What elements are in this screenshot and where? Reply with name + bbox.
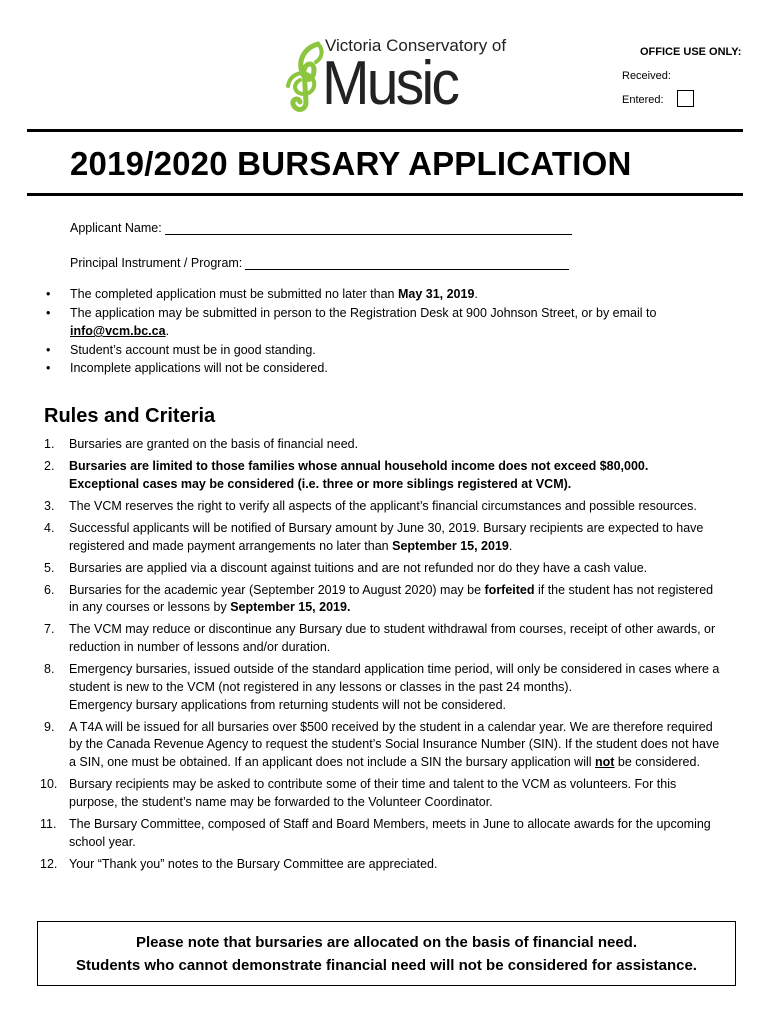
list-item: • Student’s account must be in good standing. [46,342,316,357]
rule-item: 2. Bursaries are limited to those families whose annual household income does not exceed $80,000. Exceptional cases may be considered (i.e. three or more siblings registered at VCM). [44,458,649,491]
instrument-line[interactable] [245,257,569,270]
office-use-title: OFFICE USE ONLY: [640,46,742,58]
list-item: • The application may be submitted in person to the Registration Desk at 900 Johnson Street, or by email to info@vcm.bc.ca. [46,305,657,338]
applicant-name-field [70,221,572,235]
rule-item: 6. Bursaries for the academic year (September 2019 to August 2020) may be forfeited if the student has not registered in any courses or lessons by September 15, 2019. [44,582,714,615]
rule-item: 12. Your “Thank you” notes to the Bursary Committee are appreciated. [40,856,438,871]
entered-checkbox[interactable] [677,90,694,107]
financial-need-note [37,921,736,986]
instrument-field [70,256,569,270]
rule-item: 7. The VCM may reduce or discontinue any Bursary due to student withdrawal from courses, receipt of other awards, or reduction in number of lessons and/or duration. [44,622,716,655]
rule-item: 9. A T4A will be issued for all bursaries over $500 received by the student in a calendar year. We are therefore required by the Canada Revenue Agency to request the student’s Social Insurance Number (SIN). If the student does not have a SIN, one must be obtained. If an applicant does not include a SIN the bursary application will not be considered. [44,719,720,770]
entered-label: Entered: [622,94,664,106]
note-line1: Please note that bursaries are allocated on the basis of financial need. [136,934,637,951]
rule-item: 3. The VCM reserves the right to verify all aspects of the applicant’s financial circumstances and possible resources. [44,498,697,513]
rule-item: 1. Bursaries are granted on the basis of financial need. [44,437,359,451]
title-rule-top [27,129,743,132]
logo-line1: Victoria Conservatory of [325,36,507,55]
list-item: • The completed application must be submitted no later than May 31, 2019. [46,287,478,301]
logo-line2: Music [322,49,458,118]
instrument-label: Principal Instrument / Program: [70,256,243,270]
email-link[interactable]: info@vcm.bc.ca [70,324,166,338]
rule-item: 8. Emergency bursaries, issued outside of the standard application time period, will only be considered in cases where a student is new to the VCM (not registered in any lessons or classes in the past 24 months). Emergency bursary applications from returning students will not be considered. [44,662,720,712]
vcm-logo [284,36,507,122]
note-line2: Students who cannot demonstrate financial need will not be considered for assistance. [76,957,697,974]
rules-list [40,436,736,878]
title-rule-bottom [27,193,743,196]
list-item: • Incomplete applications will not be considered. [46,361,328,375]
rules-heading: Rules and Criteria [44,405,216,427]
page-title: 2019/2020 BURSARY APPLICATION [70,145,632,182]
applicant-name-line[interactable] [165,222,572,235]
applicant-name-label: Applicant Name: [70,221,162,235]
rule-item: 11. The Bursary Committee, composed of Staff and Board Members, meets in June to allocate awards for the upcoming school year. [40,817,711,849]
instructions-list [46,285,726,378]
rule-item: 10. Bursary recipients may be asked to contribute some of their time and talent to the VCM as volunteers. For this purpose, the student’s name may be forwarded to the Volunteer Coordinator. [40,777,677,810]
rule-item: 5. Bursaries are applied via a discount against tuitions and are not refunded nor do they have a cash value. [44,560,648,575]
rule-item: 4. Successful applicants will be notified of Bursary amount by June 30, 2019. Bursary recipients are expected to have registered and made payment arrangements no later than September 15, 2019. [44,520,704,553]
received-label: Received: [622,70,671,82]
